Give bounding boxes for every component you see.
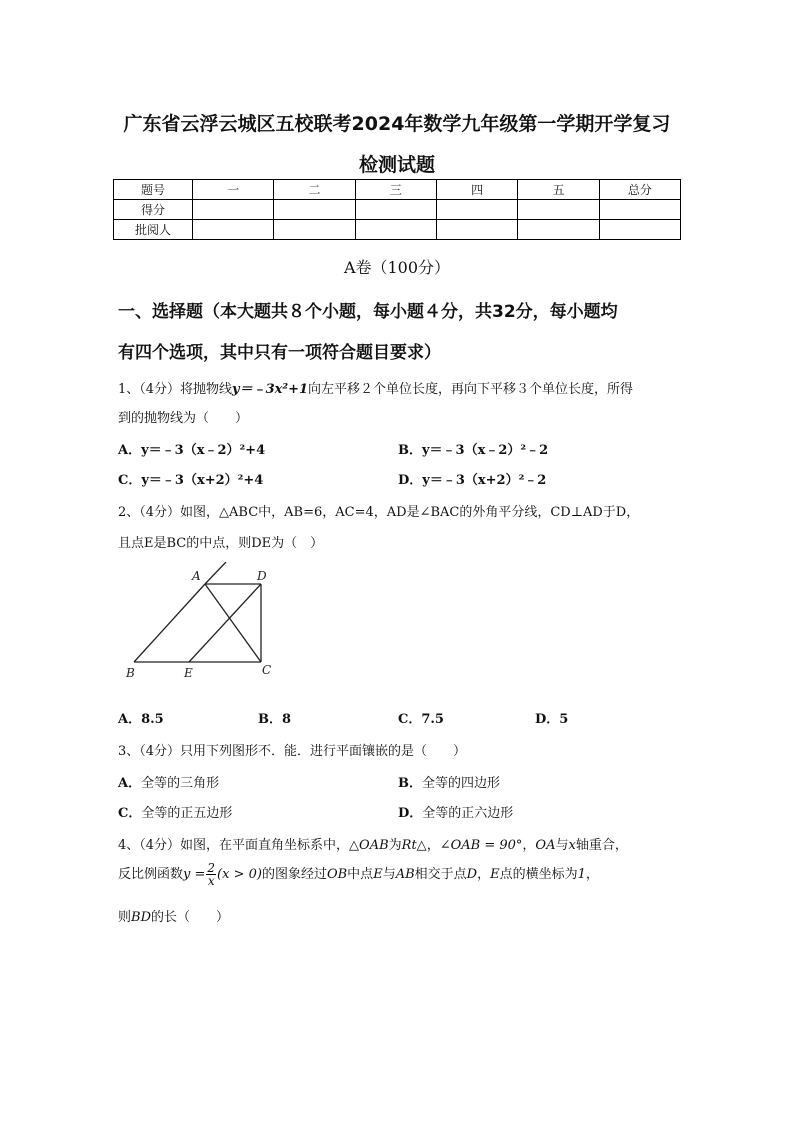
q4-text: 反比例函数 — [118, 867, 184, 882]
q4-text: 4、（4分）如图，在平面直角坐标系中， — [118, 838, 350, 853]
score-row-label: 批阅人 — [114, 220, 193, 240]
segment-ba — [134, 584, 205, 662]
q4-math-ab: AB — [395, 867, 415, 882]
option-letter: B． — [258, 712, 282, 727]
option-letter: C． — [118, 473, 142, 488]
question-4-line2 — [118, 862, 599, 887]
q4-func-lhs: y = — [183, 867, 206, 882]
question-4-line1 — [118, 834, 628, 853]
score-row-label: 得分 — [114, 200, 193, 220]
score-cell-header: 总分 — [599, 180, 680, 200]
q4-text: 与 — [382, 867, 396, 882]
q4-text: ， — [522, 838, 536, 853]
score-table-row — [114, 220, 681, 240]
score-cell-empty — [193, 220, 274, 240]
label-e: E — [184, 666, 193, 680]
score-cell-empty — [436, 200, 517, 220]
option-letter: A． — [118, 776, 142, 791]
option-text: 全等的正六边形 — [422, 806, 514, 821]
label-a: A — [192, 569, 201, 583]
q4-math-e2: E — [490, 867, 500, 882]
score-cell-header: 三 — [355, 180, 436, 200]
q4-math-angle: ∠OAB = 90° — [439, 838, 523, 853]
q2-option-a[interactable] — [118, 708, 164, 727]
q4-math-oa: OA — [535, 838, 556, 853]
q3-option-b[interactable] — [398, 772, 500, 791]
q4-text: 的长（ ） — [151, 910, 230, 925]
q4-func-condition: (x > 0) — [217, 867, 262, 882]
option-letter: D． — [398, 473, 423, 488]
q1-option-a[interactable] — [118, 439, 265, 458]
option-text: 7.5 — [421, 712, 444, 727]
q4-text: 的图象经过 — [261, 867, 327, 882]
q4-text: 点的横坐标为 — [499, 867, 578, 882]
question-2-line2: 且点E是BC的中点，则DE为（ ） — [118, 536, 324, 551]
option-letter: C． — [118, 806, 142, 821]
score-cell-empty — [193, 200, 274, 220]
score-cell-empty — [355, 220, 436, 240]
section-heading-line1: 一、选择题（本大题共８个小题，每小题４分，共32分，每小题均 — [118, 302, 618, 322]
segment-ac — [205, 584, 261, 662]
option-text: y＝﹣3（x﹣2）²+4 — [141, 443, 266, 458]
option-text: y＝﹣3（x+2）²+4 — [141, 473, 264, 488]
score-cell-empty — [355, 200, 436, 220]
option-letter: B． — [398, 443, 422, 458]
q3-option-a[interactable] — [118, 772, 219, 791]
score-cell-empty — [599, 220, 680, 240]
question-1-line2: 到的抛物线为（ ） — [118, 411, 249, 426]
label-d: D — [257, 569, 267, 583]
score-cell-header: 题号 — [114, 180, 193, 200]
question-2-line1: 2、（4分）如图，△ABC中，AB=6，AC=4，AD是∠BAC的外角平分线，CD⊥AD于D， — [118, 505, 640, 520]
option-text: 5 — [559, 712, 569, 727]
fraction-numerator: 2 — [207, 861, 216, 875]
q4-text: 则 — [118, 910, 132, 925]
q4-math-e: E — [373, 867, 383, 882]
q4-math-d: D — [466, 867, 478, 882]
q1-prefix: 1、（4分）将抛物线 — [118, 382, 233, 397]
triangle-figure — [120, 562, 280, 684]
option-text: y＝﹣3（x+2）²﹣2 — [422, 473, 547, 488]
q4-text: 与 — [555, 838, 569, 853]
q3-option-d[interactable] — [398, 802, 513, 821]
q1-option-b[interactable] — [398, 439, 548, 458]
score-cell-header: 二 — [274, 180, 355, 200]
option-text: 8 — [282, 712, 292, 727]
segment-ed — [189, 584, 261, 662]
option-text: 全等的四边形 — [422, 776, 501, 791]
score-cell-empty — [518, 220, 599, 240]
option-letter: D． — [535, 712, 560, 727]
score-cell-empty — [274, 220, 355, 240]
q4-text: ， — [585, 867, 599, 882]
label-b: B — [126, 666, 135, 680]
fraction-denominator: x — [207, 874, 215, 888]
q4-text: 轴重合， — [575, 838, 628, 853]
q2-option-c[interactable] — [398, 708, 444, 727]
score-cell-header: 五 — [518, 180, 599, 200]
question-4-line3 — [118, 906, 229, 925]
part-title: A卷（100分） — [343, 258, 451, 277]
label-c: C — [262, 663, 272, 677]
score-cell-empty — [599, 200, 680, 220]
section-heading-line2: 有四个选项，其中只有一项符合题目要求） — [118, 343, 441, 363]
option-text: 全等的正五边形 — [141, 806, 233, 821]
q4-text: 相交于点 — [414, 867, 467, 882]
option-letter: D． — [398, 806, 423, 821]
q4-text: 为 — [388, 838, 402, 853]
score-cell-header: 一 — [193, 180, 274, 200]
option-text: y＝﹣3（x﹣2）²﹣2 — [422, 443, 549, 458]
q1-expression: y＝﹣3x²+1 — [232, 382, 309, 397]
score-cell-header: 四 — [436, 180, 517, 200]
exam-title-line1: 广东省云浮云城区五校联考2024年数学九年级第一学期开学复习 — [123, 113, 671, 135]
question-3-line1: 3、（4分）只用下列图形不．能．进行平面镶嵌的是（ ） — [118, 744, 467, 759]
score-table-row — [114, 200, 681, 220]
question-1-line1 — [118, 378, 633, 397]
option-text: 8.5 — [141, 712, 164, 727]
q4-text: ， — [426, 838, 440, 853]
q1-rest: 向左平移２个单位长度，再向下平移３个单位长度，所得 — [308, 382, 634, 397]
score-cell-empty — [436, 220, 517, 240]
q4-math-one: 1 — [577, 867, 586, 882]
q2-option-d[interactable] — [535, 708, 568, 727]
q4-text: 中点 — [347, 867, 374, 882]
q4-math-x: x — [568, 838, 576, 853]
score-cell-empty — [274, 200, 355, 220]
q4-math-ob: OB — [326, 867, 348, 882]
q4-math-bd: BD — [131, 910, 151, 925]
q4-text: ， — [477, 867, 491, 882]
q2-option-b[interactable] — [258, 708, 291, 727]
score-table-header-row — [114, 180, 681, 200]
q4-fraction — [206, 862, 216, 887]
option-letter: A． — [118, 443, 142, 458]
score-table — [113, 179, 681, 240]
option-letter: B． — [398, 776, 422, 791]
option-letter: A． — [118, 712, 142, 727]
segment-a-extension — [205, 562, 226, 584]
option-letter: C． — [398, 712, 422, 727]
q4-math-tri: △OAB — [349, 838, 389, 853]
q4-math-rt: Rt△ — [401, 838, 427, 853]
exam-title-line2: 检测试题 — [358, 154, 435, 176]
q1-option-d[interactable] — [398, 469, 546, 488]
q3-option-c[interactable] — [118, 802, 232, 821]
q1-option-c[interactable] — [118, 469, 263, 488]
score-cell-empty — [518, 200, 599, 220]
option-text: 全等的三角形 — [141, 776, 220, 791]
